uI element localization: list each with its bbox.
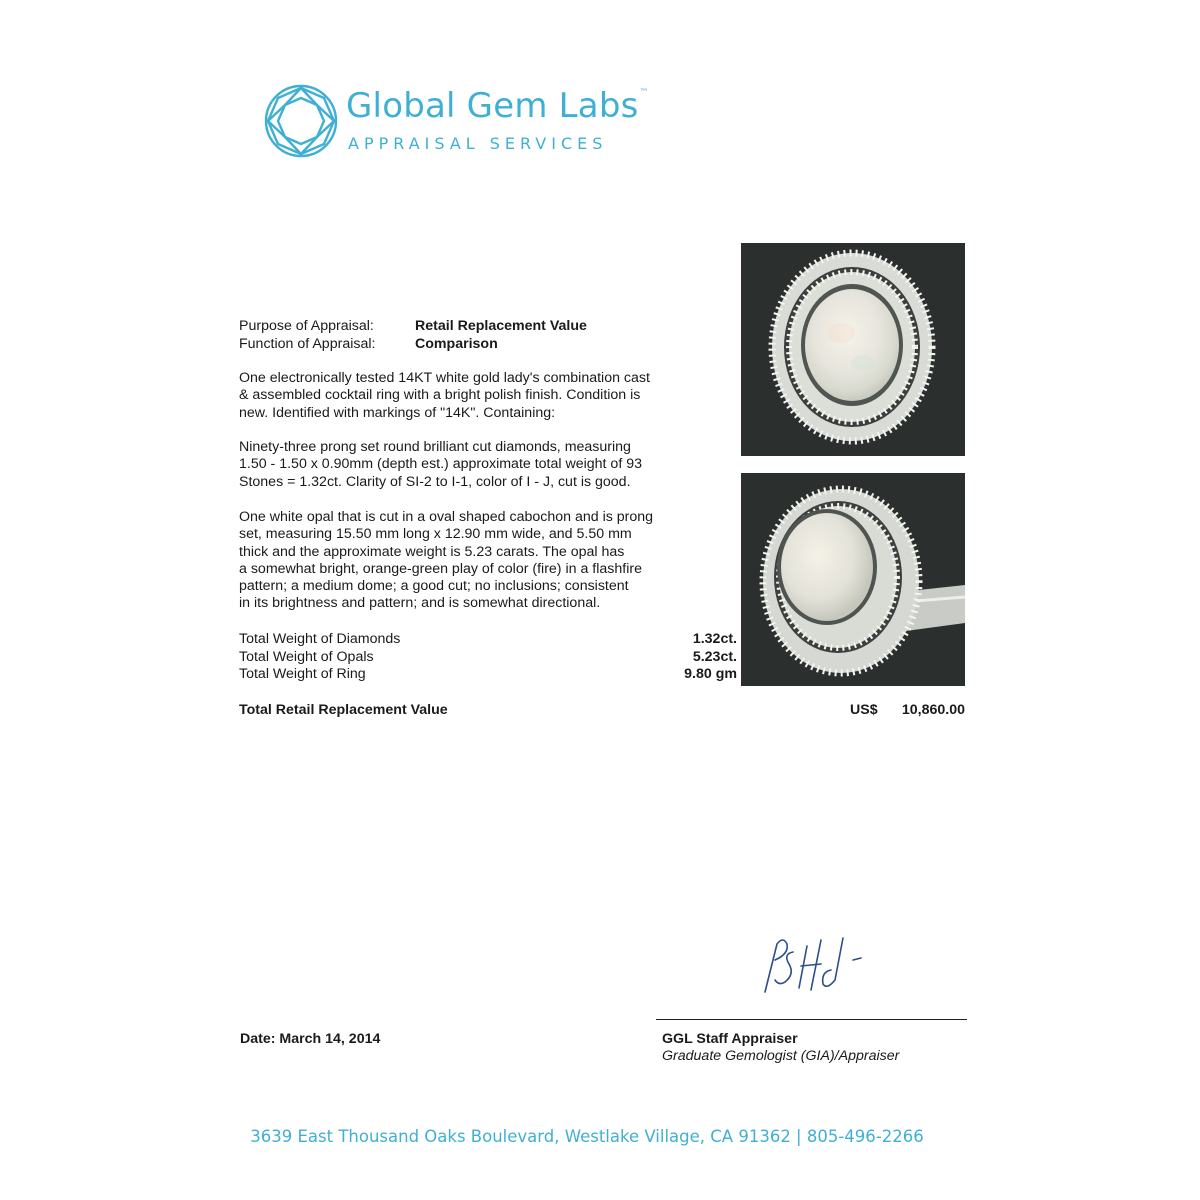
total-row xyxy=(239,649,739,667)
appraiser-title: Graduate Gemologist (GIA)/Appraiser xyxy=(662,1048,900,1064)
appraisal-date: Date: March 14, 2014 xyxy=(240,1031,381,1047)
appraiser-name: GGL Staff Appraiser xyxy=(662,1031,798,1047)
ring-description: One electronically tested 14KT white gold lady's combination cast & assembled cocktail ring with a bright polish finish. Condition is new. Identified with markings of "14K". Containing: xyxy=(239,370,650,421)
grand-total-amount: 10,860.00 xyxy=(901,702,965,718)
footer-address: 3639 East Thousand Oaks Boulevard, Westlake Village, CA 91362 | 805-496-2266 xyxy=(250,1127,924,1146)
total-label: Total Weight of Opals xyxy=(239,648,374,665)
appraisal-purpose-block xyxy=(239,318,659,354)
diamonds-description: Ninety-three prong set round brilliant cut diamonds, measuring 1.50 - 1.50 x 0.90mm (depth est.) approximate total weight of 93 Stones = 1.32ct. Clarity of SI-2 to I-1, color of I - J, cut is good. xyxy=(239,439,642,490)
signature-line xyxy=(656,1019,967,1020)
grand-total-label: Total Retail Replacement Value xyxy=(239,702,448,718)
total-row xyxy=(239,666,739,684)
ring-photo-top-view xyxy=(741,243,965,456)
purpose-label: Purpose of Appraisal: xyxy=(239,318,374,334)
appraiser-signature xyxy=(755,930,875,1000)
total-label: Total Weight of Ring xyxy=(239,666,366,682)
brand-tagline: APPRAISAL SERVICES xyxy=(348,134,608,153)
company-logo xyxy=(262,82,682,162)
brand-name: Global Gem Labs™ xyxy=(346,86,649,126)
grand-total-currency: US$ xyxy=(850,702,878,718)
total-label: Total Weight of Diamonds xyxy=(239,631,401,647)
purpose-value: Retail Replacement Value xyxy=(415,318,587,334)
function-label: Function of Appraisal: xyxy=(239,336,376,352)
total-value: 5.23ct. xyxy=(692,648,737,665)
opal-description: One white opal that is cut in a oval shaped cabochon and is prong set, measuring 15.50 mm long x 12.90 mm wide, and 5.50 mm thick and the approximate weight is 5.23 carats. The opal has a somewhat bright, orange-green play of color (fire) in a flashfire pattern; a medium dome; a good cut; no inclusions; consistent in its brightness and pattern; and is somewhat directional. xyxy=(239,509,654,612)
grand-total xyxy=(239,702,967,719)
weight-totals xyxy=(239,631,739,684)
total-value: 9.80 gm xyxy=(684,666,737,682)
gem-diamond-icon xyxy=(262,82,340,160)
trademark-symbol: ™ xyxy=(639,88,649,98)
total-value: 1.32ct. xyxy=(692,631,737,647)
ring-photo-side-view xyxy=(741,473,965,686)
function-value: Comparison xyxy=(415,336,498,352)
total-row xyxy=(239,631,739,649)
